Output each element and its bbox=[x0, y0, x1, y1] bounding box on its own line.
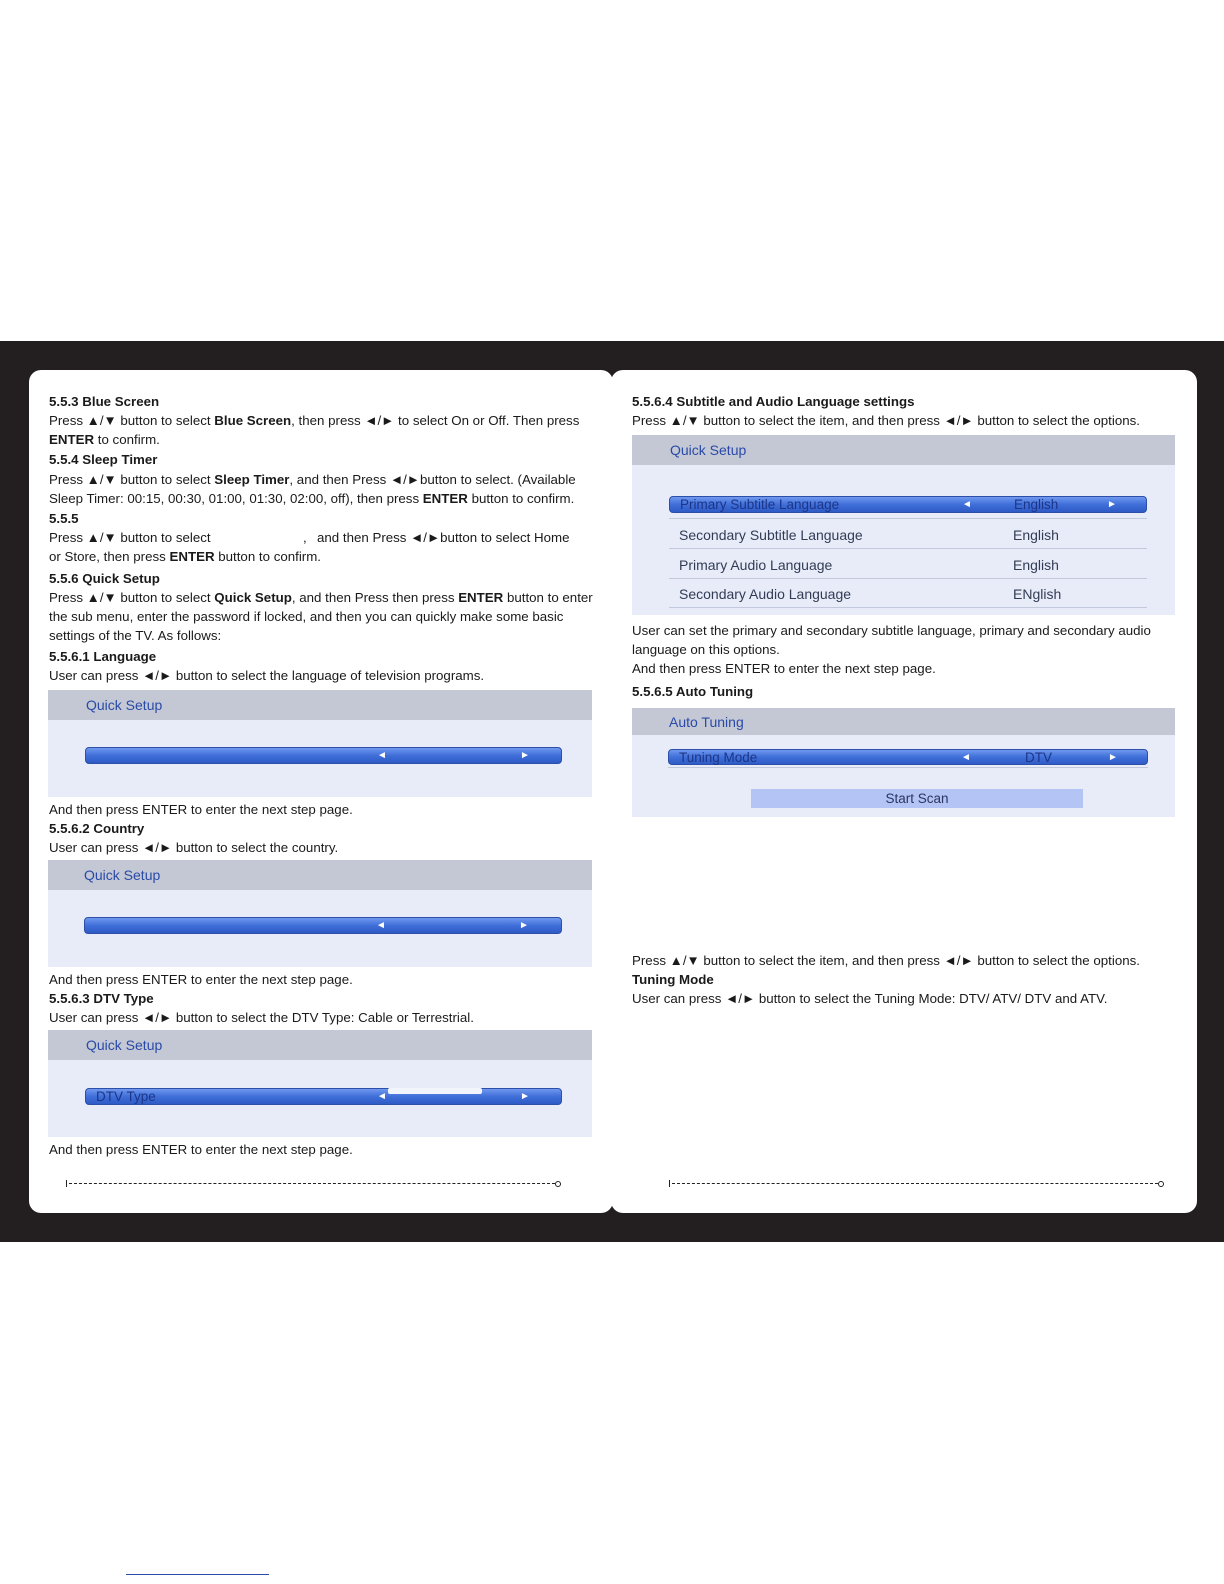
osd-quick-setup-languages bbox=[632, 435, 1175, 615]
section-5-5-5-line-1a: Press ▲/▼ button to select bbox=[49, 530, 211, 545]
left-arrow-icon[interactable]: ◄ bbox=[377, 1091, 387, 1102]
section-5-5-6-heading: 5.5.6 Quick Setup bbox=[49, 571, 160, 586]
osd-auto-tuning bbox=[632, 708, 1175, 817]
osd-title: Quick Setup bbox=[670, 442, 747, 458]
section-5-5-6-4-heading: 5.5.6.4 Subtitle and Audio Language settings bbox=[632, 394, 915, 409]
right-arrow-icon[interactable]: ► bbox=[1107, 499, 1117, 510]
country-selection-bar[interactable] bbox=[84, 917, 562, 934]
row-value: English bbox=[1014, 497, 1059, 512]
secondary-subtitle-language-label[interactable]: Secondary Subtitle Language bbox=[679, 527, 863, 543]
right-arrow-icon[interactable]: ► bbox=[519, 920, 529, 931]
section-5-5-6-1-heading: 5.5.6.1 Language bbox=[49, 649, 157, 664]
section-5-5-5-heading: 5.5.5 bbox=[49, 511, 79, 526]
osd-quick-setup-dtv-type bbox=[48, 1030, 592, 1137]
section-5-5-3-line-1: Press ▲/▼ button to select Blue Screen, then press ◄/► to select On or Off. Then press bbox=[49, 413, 580, 428]
right-arrow-icon[interactable]: ► bbox=[520, 750, 530, 761]
dtv-type-value-box bbox=[388, 1088, 482, 1094]
secondary-audio-language-value[interactable]: ENglish bbox=[1013, 586, 1062, 602]
language-selection-bar[interactable] bbox=[85, 747, 562, 764]
osd-quick-setup-country bbox=[48, 860, 592, 967]
left-arrow-icon[interactable]: ◄ bbox=[377, 750, 387, 761]
start-scan-button[interactable]: Start Scan bbox=[751, 789, 1083, 808]
secondary-subtitle-language-value[interactable]: English bbox=[1013, 527, 1059, 543]
section-5-5-5-line-1c: and then Press ◄/►button to select Home bbox=[317, 530, 570, 545]
section-5-5-6-5-heading: 5.5.6.5 Auto Tuning bbox=[632, 684, 754, 699]
osd-quick-setup-language bbox=[48, 690, 592, 797]
section-5-5-6-2-text: User can press ◄/► button to select the country. bbox=[49, 840, 339, 855]
tuning-mode-row[interactable] bbox=[668, 749, 1148, 765]
section-5-5-6-line-1: Press ▲/▼ button to select Quick Setup, and then Press then press ENTER button to enter bbox=[49, 590, 593, 605]
section-5-5-5-line-1b: , bbox=[303, 530, 307, 545]
section-5-5-3-line-2: ENTER to confirm. bbox=[49, 432, 160, 447]
left-arrow-icon[interactable]: ◄ bbox=[962, 499, 972, 510]
tuning-mode-heading: Tuning Mode bbox=[632, 972, 714, 987]
tuning-mode-text: User can press ◄/► button to select the Tuning Mode: DTV/ ATV/ DTV and ATV. bbox=[632, 991, 1108, 1006]
next-step-text-2: And then press ENTER to enter the next step page. bbox=[49, 972, 353, 987]
next-step-text-1: And then press ENTER to enter the next step page. bbox=[49, 802, 353, 817]
section-5-5-6-1-text: User can press ◄/► button to select the language of television programs. bbox=[49, 668, 485, 683]
bottom-link-underline bbox=[126, 1574, 269, 1575]
row-label: Primary Subtitle Language bbox=[680, 497, 840, 512]
row-label: Tuning Mode bbox=[679, 750, 758, 765]
section-5-5-5-line-2: or Store, then press ENTER button to confirm. bbox=[49, 549, 321, 564]
section-5-5-4-heading: 5.5.4 Sleep Timer bbox=[49, 452, 158, 467]
osd-title: Quick Setup bbox=[86, 1037, 163, 1053]
left-arrow-icon[interactable]: ◄ bbox=[961, 752, 971, 763]
section-5-5-4-line-1: Press ▲/▼ button to select Sleep Timer, and then Press ◄/►button to select. (Available bbox=[49, 472, 576, 487]
section-5-5-6-5-text: Press ▲/▼ button to select the item, and then press ◄/► button to select the options. bbox=[632, 953, 1140, 968]
osd-title: Quick Setup bbox=[84, 867, 161, 883]
section-5-5-6-4-after-line-1: User can set the primary and secondary subtitle language, primary and secondary audio bbox=[632, 623, 1151, 638]
section-5-5-6-4-text: Press ▲/▼ button to select the item, and then press ◄/► button to select the options. bbox=[632, 413, 1140, 428]
section-5-5-6-4-after-line-2: language on this options. bbox=[632, 642, 780, 657]
left-page-footer-line bbox=[66, 1178, 561, 1190]
right-arrow-icon[interactable]: ► bbox=[520, 1091, 530, 1102]
primary-audio-language-value[interactable]: English bbox=[1013, 557, 1059, 573]
section-5-5-6-line-2: the sub menu, enter the password if locked, and then you can quickly make some basic bbox=[49, 609, 564, 624]
section-5-5-6-3-text: User can press ◄/► button to select the DTV Type: Cable or Terrestrial. bbox=[49, 1010, 474, 1025]
osd-title: Auto Tuning bbox=[669, 714, 744, 730]
dtv-type-selection-bar[interactable] bbox=[85, 1088, 562, 1105]
section-5-5-3-heading: 5.5.3 Blue Screen bbox=[49, 394, 160, 409]
row-value: DTV bbox=[1025, 750, 1052, 765]
primary-subtitle-language-row[interactable] bbox=[669, 496, 1147, 513]
next-step-text-3: And then press ENTER to enter the next step page. bbox=[49, 1142, 353, 1157]
left-arrow-icon[interactable]: ◄ bbox=[376, 920, 386, 931]
dtv-type-label: DTV Type bbox=[96, 1089, 156, 1104]
right-page-footer-line bbox=[669, 1178, 1164, 1190]
section-5-5-4-line-2: Sleep Timer: 00:15, 00:30, 01:00, 01:30, 02:00, off), then press ENTER button to confirm. bbox=[49, 491, 575, 506]
osd-title: Quick Setup bbox=[86, 697, 163, 713]
right-arrow-icon[interactable]: ► bbox=[1108, 752, 1118, 763]
section-5-5-6-2-heading: 5.5.6.2 Country bbox=[49, 821, 145, 836]
section-5-5-6-4-after-line-3: And then press ENTER to enter the next step page. bbox=[632, 661, 936, 676]
secondary-audio-language-label[interactable]: Secondary Audio Language bbox=[679, 586, 852, 602]
section-5-5-6-line-3: settings of the TV. As follows: bbox=[49, 628, 222, 643]
section-5-5-6-3-heading: 5.5.6.3 DTV Type bbox=[49, 991, 154, 1006]
primary-audio-language-label[interactable]: Primary Audio Language bbox=[679, 557, 833, 573]
